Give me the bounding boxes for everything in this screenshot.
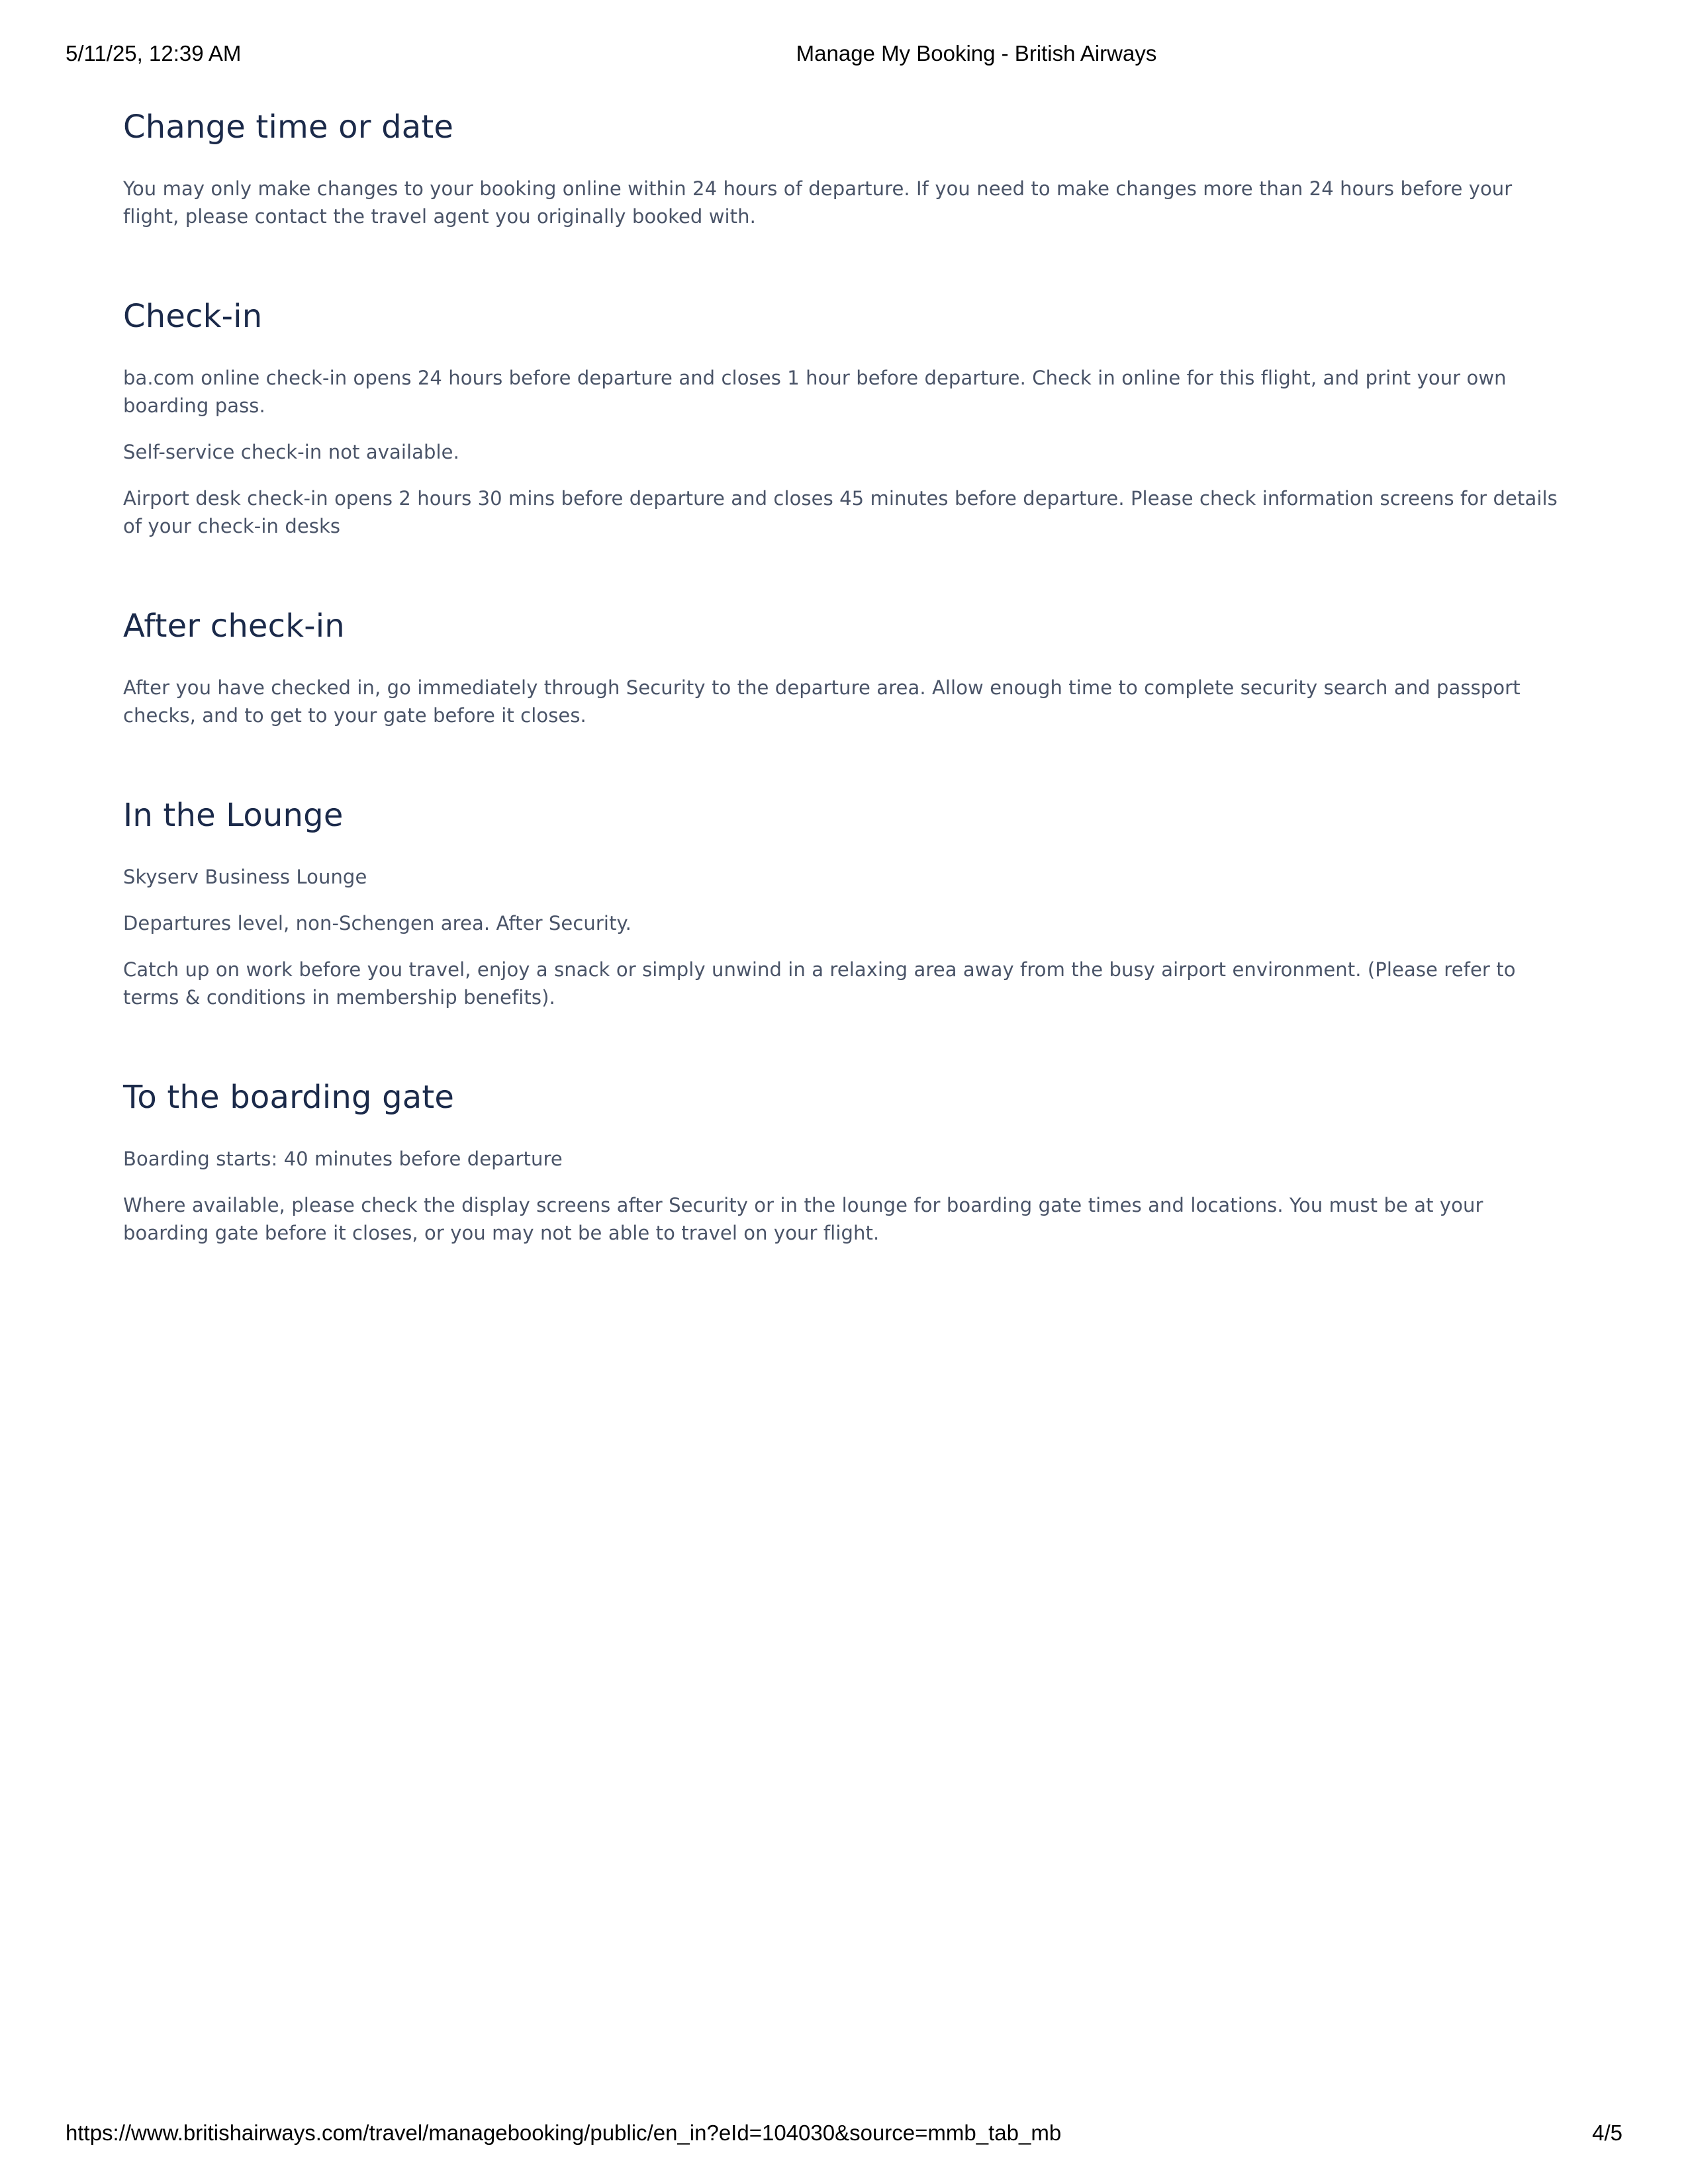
section-paragraph: Self-service check-in not available. — [123, 441, 459, 463]
section-check-in — [123, 294, 1573, 540]
section-heading: To the boarding gate — [123, 1079, 455, 1116]
section-paragraph: Where available, please check the display screens after Security or in the lounge for boarding gate times and locations. You must be at your boarding gate before it closes, or you may not be able to travel on your flight. — [123, 1194, 1483, 1244]
print-footer — [0, 2120, 1688, 2150]
lounge-name: Skyserv Business Lounge — [123, 866, 367, 888]
section-paragraph: Airport desk check-in opens 2 hours 30 mins before departure and closes 45 minutes before departure. Please check information screens for details of your check-in desks — [123, 487, 1558, 537]
print-header — [0, 41, 1688, 70]
boarding-start-time: Boarding starts: 40 minutes before departure — [123, 1148, 563, 1170]
section-heading: Check-in — [123, 298, 263, 335]
section-in-the-lounge — [123, 793, 1573, 1011]
section-heading: In the Lounge — [123, 797, 344, 834]
section-change-time-or-date — [123, 105, 1573, 230]
section-paragraph: After you have checked in, go immediately through Security to the departure area. Allow enough time to complete security search and passport checks, and to get to your gate before it closes. — [123, 676, 1521, 727]
section-paragraph: ba.com online check-in opens 24 hours before departure and closes 1 hour before departure. Check in online for this flight, and print your own boarding pass. — [123, 367, 1507, 417]
section-heading: After check-in — [123, 608, 345, 645]
lounge-location: Departures level, non-Schengen area. After Security. — [123, 912, 632, 934]
print-page-number: 4/5 — [1592, 2120, 1622, 2145]
section-after-check-in — [123, 604, 1573, 729]
section-to-the-boarding-gate — [123, 1075, 1573, 1247]
print-datetime: 5/11/25, 12:39 AM — [66, 41, 242, 66]
section-heading: Change time or date — [123, 109, 454, 146]
print-url: https://www.britishairways.com/travel/managebooking/public/en_in?eId=104030&source=mmb_tab_mb — [66, 2120, 1062, 2145]
print-page-title: Manage My Booking - British Airways — [796, 41, 1157, 66]
main-content — [123, 105, 1573, 1310]
section-paragraph: You may only make changes to your booking online within 24 hours of departure. If you need to make changes more than 24 hours before your flight, please contact the travel agent you originally booked with. — [123, 177, 1513, 228]
lounge-description: Catch up on work before you travel, enjoy a snack or simply unwind in a relaxing area away from the busy airport environment. (Please refer to terms & conditions in membership benefits). — [123, 958, 1516, 1009]
